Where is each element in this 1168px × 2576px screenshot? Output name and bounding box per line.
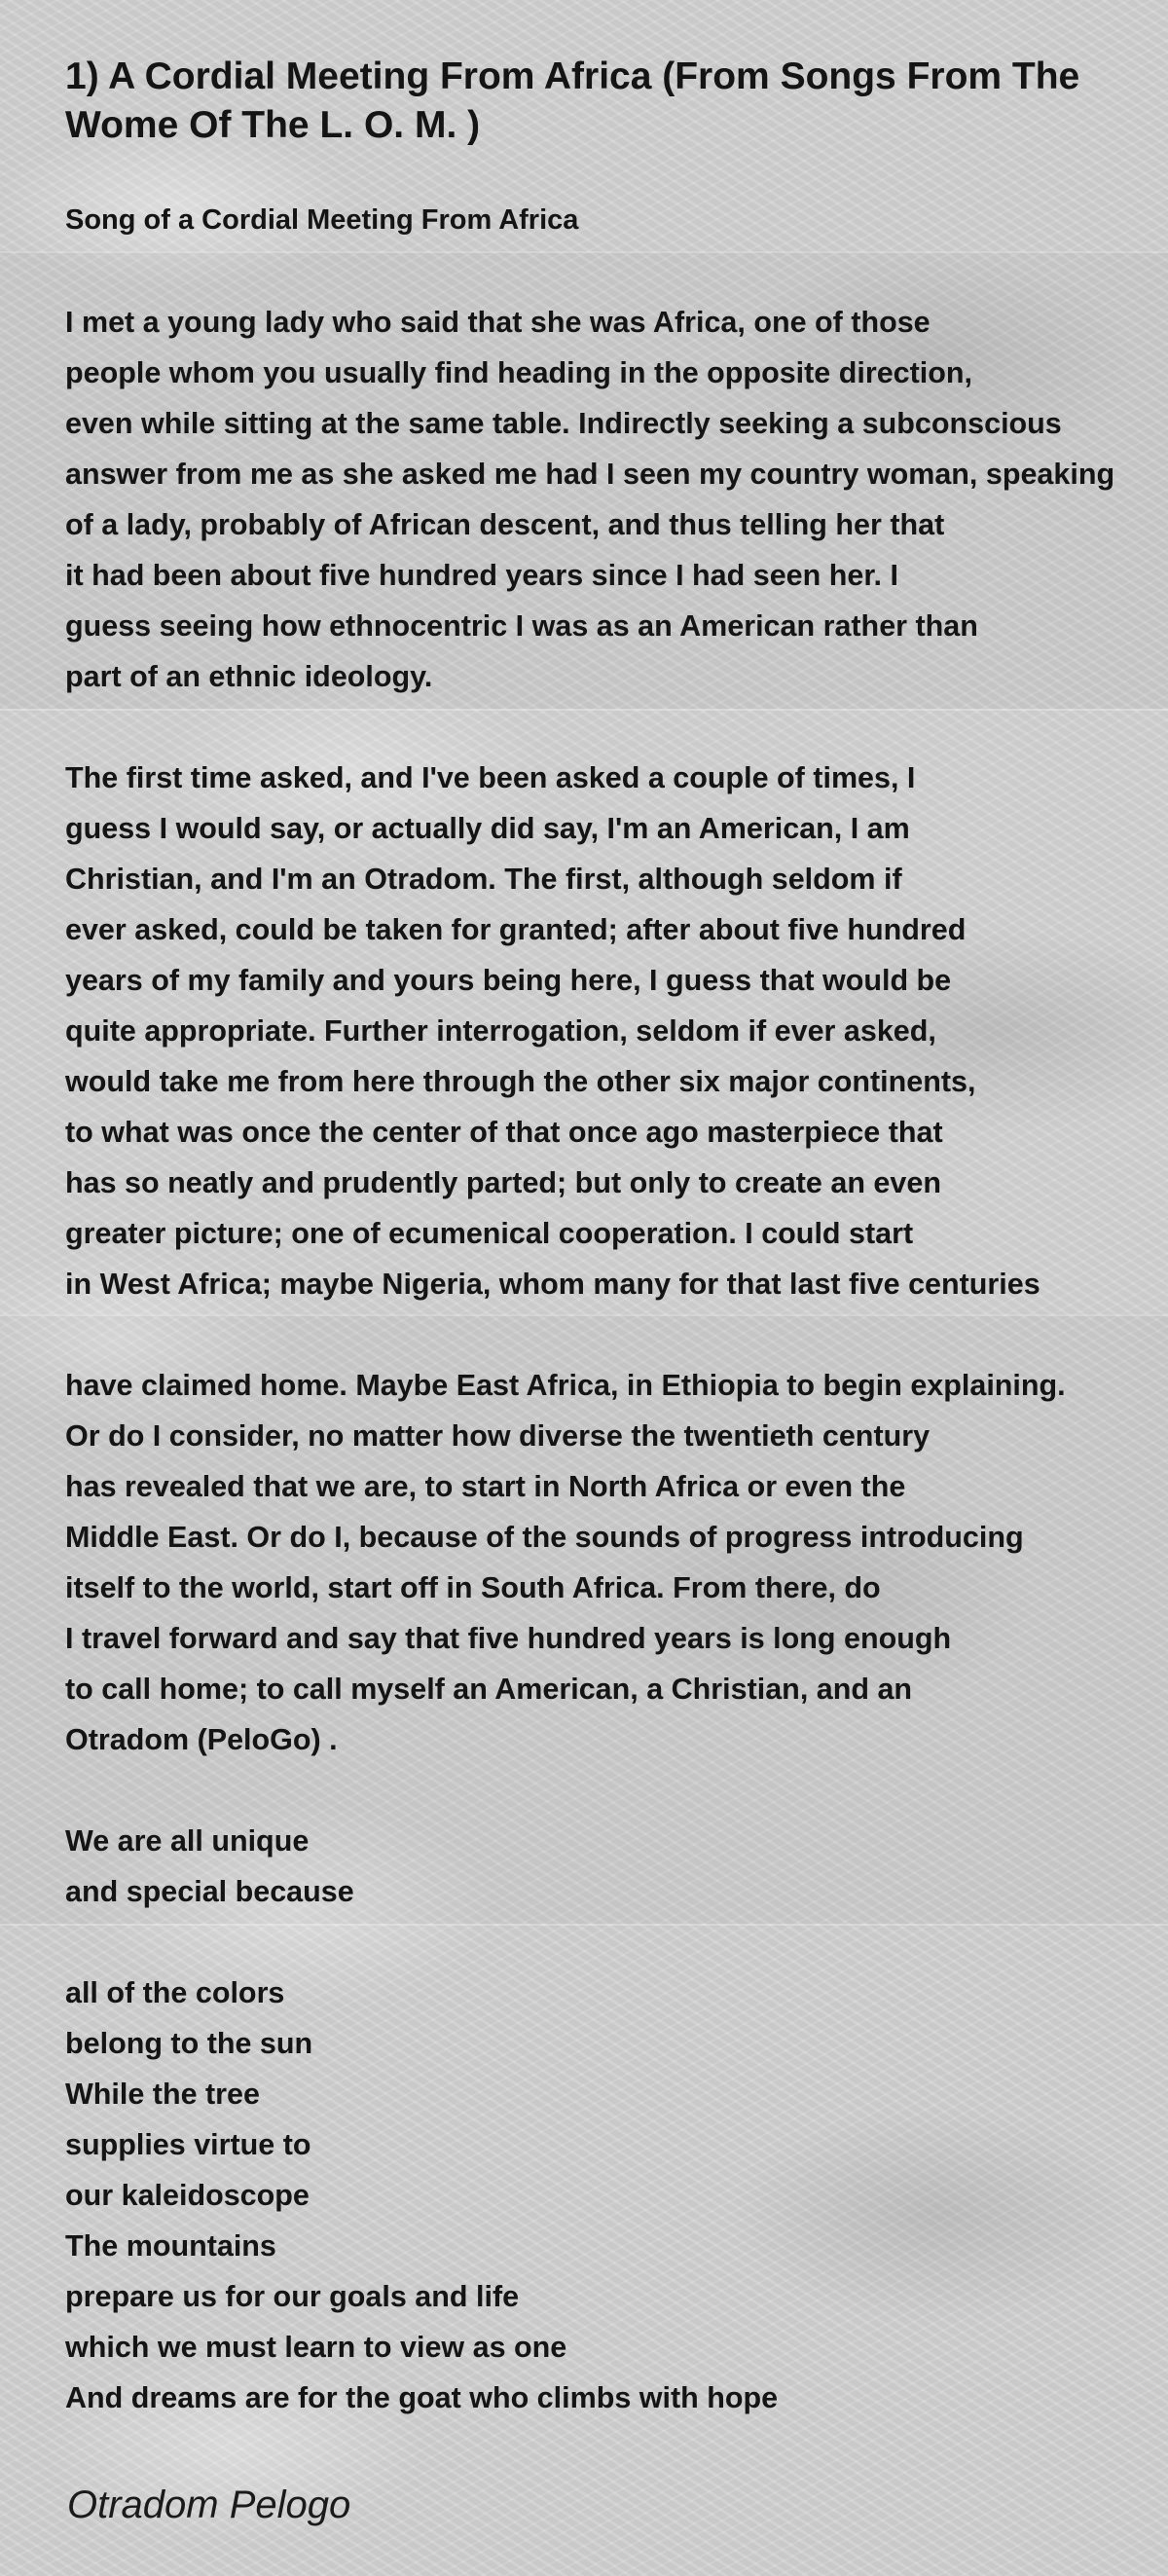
poem-line: years of my family and yours being here, I guess that would be bbox=[65, 964, 952, 997]
poem-line: And dreams are for the goat who climbs with hope bbox=[65, 2381, 779, 2414]
poem-line: I met a young lady who said that she was Africa, one of those bbox=[65, 306, 931, 339]
poem-line: supplies virtue to bbox=[65, 2128, 311, 2161]
background-seam bbox=[0, 709, 1168, 711]
poem-line: greater picture; one of ecumenical cooperation. I could start bbox=[65, 1217, 914, 1250]
poem-line: itself to the world, start off in South Africa. From there, do bbox=[65, 1571, 881, 1604]
poem-line: it had been about five hundred years since I had seen her. I bbox=[65, 559, 898, 592]
poem-line: all of the colors bbox=[65, 1976, 285, 2009]
poem-line: quite appropriate. Further interrogation, seldom if ever asked, bbox=[65, 1014, 936, 1048]
poem-line: part of an ethnic ideology. bbox=[65, 660, 433, 693]
poem-line: to call home; to call myself an American, a Christian, and an bbox=[65, 1673, 913, 1706]
poem-line: We are all unique bbox=[65, 1824, 310, 1858]
poem-line: belong to the sun bbox=[65, 2027, 313, 2060]
poem-line: to what was once the center of that once ago masterpiece that bbox=[65, 1116, 943, 1149]
poem-line: would take me from here through the other six major continents, bbox=[65, 1065, 976, 1098]
poem-line: Or do I consider, no matter how diverse the twentieth century bbox=[65, 1419, 931, 1453]
poem-line: Christian, and I'm an Otradom. The first, although seldom if bbox=[65, 863, 902, 896]
poem-line: guess seeing how ethnocentric I was as an American rather than bbox=[65, 609, 978, 643]
poem-line: prepare us for our goals and life bbox=[65, 2280, 520, 2313]
poem-author: Otradom Pelogo bbox=[67, 2484, 351, 2526]
poem-line: and special because bbox=[65, 1875, 354, 1908]
poem-line: Otradom (PeloGo) . bbox=[65, 1723, 338, 1756]
poem-line: has revealed that we are, to start in North Africa or even the bbox=[65, 1470, 906, 1503]
poem-line: While the tree bbox=[65, 2078, 260, 2111]
poem-line: answer from me as she asked me had I seen my country woman, speaking bbox=[65, 458, 1115, 491]
poem-line: The mountains bbox=[65, 2229, 276, 2263]
poem-line: people whom you usually find heading in the opposite direction, bbox=[65, 356, 972, 389]
poem-title: 1) A Cordial Meeting From Africa (From Songs From The Wome Of The L. O. M. ) bbox=[65, 55, 1080, 146]
poem-line: of a lady, probably of African descent, and thus telling her that bbox=[65, 508, 945, 541]
poem-line: guess I would say, or actually did say, I'm an American, I am bbox=[65, 812, 910, 845]
poem-line: have claimed home. Maybe East Africa, in Ethiopia to begin explaining. bbox=[65, 1369, 1066, 1402]
poem-line: in West Africa; maybe Nigeria, whom many for that last five centuries bbox=[65, 1268, 1040, 1301]
poem-line: our kaleidoscope bbox=[65, 2179, 310, 2212]
background-seam bbox=[0, 1314, 1168, 1316]
background-seam bbox=[0, 251, 1168, 253]
background-seam bbox=[0, 1924, 1168, 1926]
poem-line: has so neatly and prudently parted; but only to create an even bbox=[65, 1166, 941, 1199]
poem-line: The first time asked, and I've been asked a couple of times, I bbox=[65, 761, 916, 794]
poem-subtitle: Song of a Cordial Meeting From Africa bbox=[65, 204, 579, 236]
poem-line: even while sitting at the same table. Indirectly seeking a subconscious bbox=[65, 407, 1062, 440]
poem-line: which we must learn to view as one bbox=[65, 2331, 567, 2364]
poem-line: ever asked, could be taken for granted; after about five hundred bbox=[65, 913, 967, 946]
poem-line: Middle East. Or do I, because of the sounds of progress introducing bbox=[65, 1521, 1024, 1554]
poem-line: I travel forward and say that five hundred years is long enough bbox=[65, 1622, 952, 1655]
